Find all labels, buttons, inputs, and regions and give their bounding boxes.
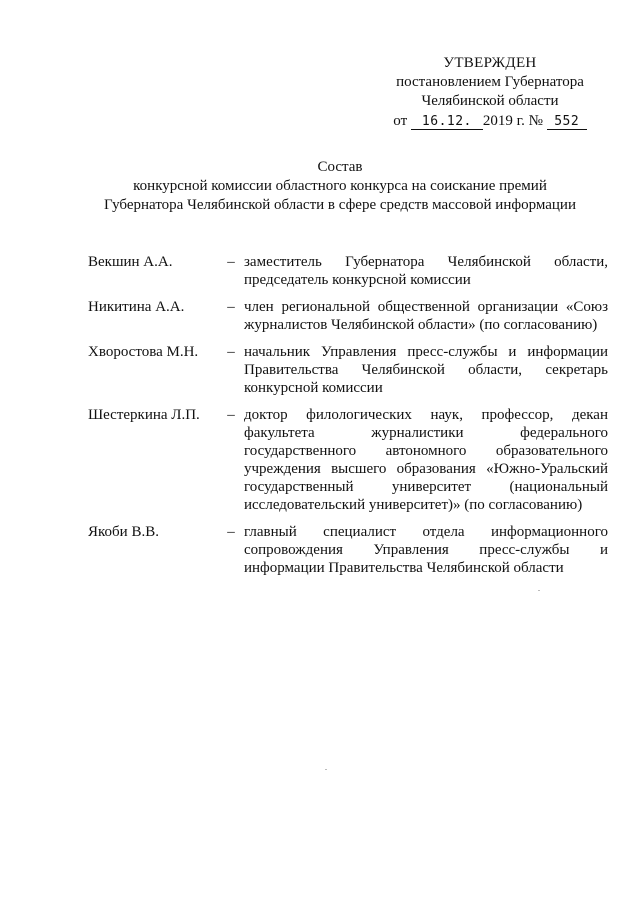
year-number-label: 2019 г. № [482, 113, 543, 129]
member-dash: – [227, 299, 235, 315]
scan-speck [325, 769, 327, 770]
date-prefix: от [393, 113, 408, 129]
member-row [88, 406, 608, 514]
member-name: Хворостова М.Н. [88, 344, 199, 360]
member-row [88, 523, 608, 577]
member-name: Векшин А.А. [88, 254, 173, 270]
heading-line-3: Губернатора Челябинской области в сфере средств массовой информации [104, 197, 576, 213]
member-row [88, 253, 608, 289]
approval-line-1: постановлением Губернатора [396, 74, 584, 90]
scan-speck [538, 590, 540, 591]
member-name: Шестеркина Л.П. [88, 407, 200, 423]
members-list [88, 253, 608, 577]
approval-title: УТВЕРЖДЕН [443, 55, 537, 71]
approval-line-2: Челябинской области [421, 93, 559, 109]
heading-title: Состав [317, 159, 363, 175]
member-role: доктор филологических наук, профессор, декан факультета журналистики федерального государственного автономного образовательного учреждения высшего образования «Южно-Уральский государственный университет (национальный исследовательский университет)» (по согласованию) [244, 407, 608, 513]
member-role: начальник Управления пресс-службы и информации Правительства Челябинской области, секретарь конкурсной комиссии [244, 344, 608, 396]
heading-line-2: конкурсной комиссии областного конкурса на соискание премий [133, 178, 547, 194]
member-role: главный специалист отдела информационного сопровождения Управления пресс-службы и информации Правительства Челябинской области [244, 524, 608, 576]
handwritten-number: 552 [547, 114, 587, 130]
member-name: Никитина А.А. [88, 299, 185, 315]
member-role: заместитель Губернатора Челябинской области, председатель конкурсной комиссии [244, 254, 608, 288]
member-dash: – [227, 344, 235, 360]
approval-date-line [370, 112, 610, 131]
member-dash: – [227, 524, 235, 540]
member-dash: – [227, 407, 235, 423]
member-name: Якоби В.В. [88, 524, 159, 540]
member-role: член региональной общественной организации «Союз журналистов Челябинской области» (по согласованию) [244, 299, 608, 333]
document-heading [60, 158, 620, 215]
member-row [88, 343, 608, 397]
member-row [88, 298, 608, 334]
member-dash: – [227, 254, 235, 270]
handwritten-date: 16.12. [411, 114, 483, 130]
approval-block [370, 54, 610, 131]
